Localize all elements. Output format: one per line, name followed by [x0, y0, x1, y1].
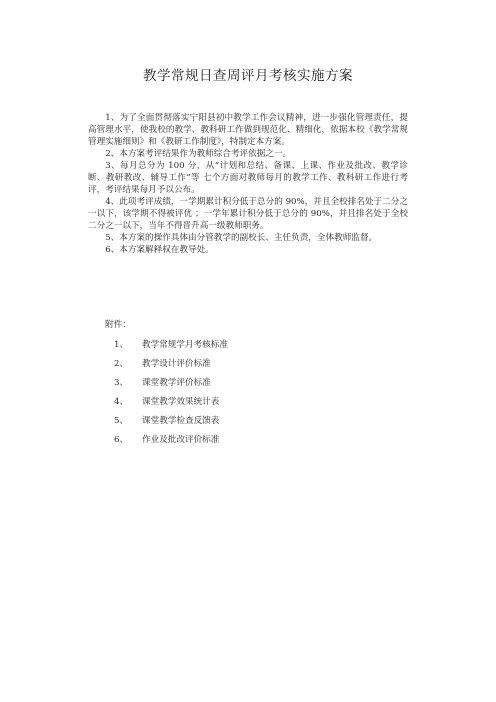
attachment-number: 5、	[113, 416, 128, 426]
attachment-number: 6、	[113, 435, 128, 445]
attachment-label: 课堂教学检查反馈表	[142, 416, 220, 426]
attachment-label: 课堂教学评价标准	[142, 378, 211, 388]
attachments-section	[105, 318, 405, 452]
document-title: 教学常规日查周评月考核实施方案	[143, 68, 353, 84]
attachment-item	[105, 338, 405, 357]
paragraph-3: 3、每月总分为 100 分，从“计划和总结、备课、上课、作业及批改、教学诊断、教研教改、辅导工作”等 七个方面对教师每月的教学工作、教科研工作进行考评，考评结果每月予以公布。	[88, 161, 408, 195]
attachment-label: 课堂教学效果统计表	[142, 397, 220, 407]
attachment-number: 2、	[113, 359, 128, 369]
attachment-item	[105, 433, 405, 452]
paragraph-6: 6、本方案解释权在教导处。	[105, 245, 214, 255]
paragraph-5: 5、本方案的操作具体由分管教学的副校长、主任负责，全体教师监督。	[105, 233, 378, 243]
paragraph-4: 4、此项考评成绩，一学期累计积分低于总分的 90%，并且全校排名处于二分之一以下，该学期不得被评优 ；一学年累计积分低于总分的 90%，并且排名处于全校二分之一以下，当年不得晋升高一级教师职务。	[88, 197, 408, 231]
attachment-number: 3、	[113, 378, 128, 388]
attachment-item	[105, 376, 405, 395]
paragraph-1: 1、为了全面贯彻落实宁阳县初中教学工作会议精神，进一步强化管理责任，提高管理水平，使我校的教学、教科研工作做到规范化、精细化，依据本校《教学常规管理实施细则》和《教研工作制度》，特制定本方案。	[88, 113, 408, 147]
attachment-label: 教学常规学月考核标准	[142, 340, 228, 350]
document-body	[88, 112, 408, 256]
attachment-label: 教学设计评价标准	[142, 359, 211, 369]
attachment-number: 4、	[113, 397, 128, 407]
attachment-item	[105, 357, 405, 376]
attachments-heading: 附件：	[105, 320, 131, 330]
attachment-item	[105, 395, 405, 414]
paragraph-2: 2、本方案考评结果作为教师综合考评依据之一。	[105, 149, 292, 159]
attachment-label: 作业及批改评价标准	[142, 435, 220, 445]
attachment-item	[105, 414, 405, 433]
attachment-number: 1、	[113, 340, 128, 350]
